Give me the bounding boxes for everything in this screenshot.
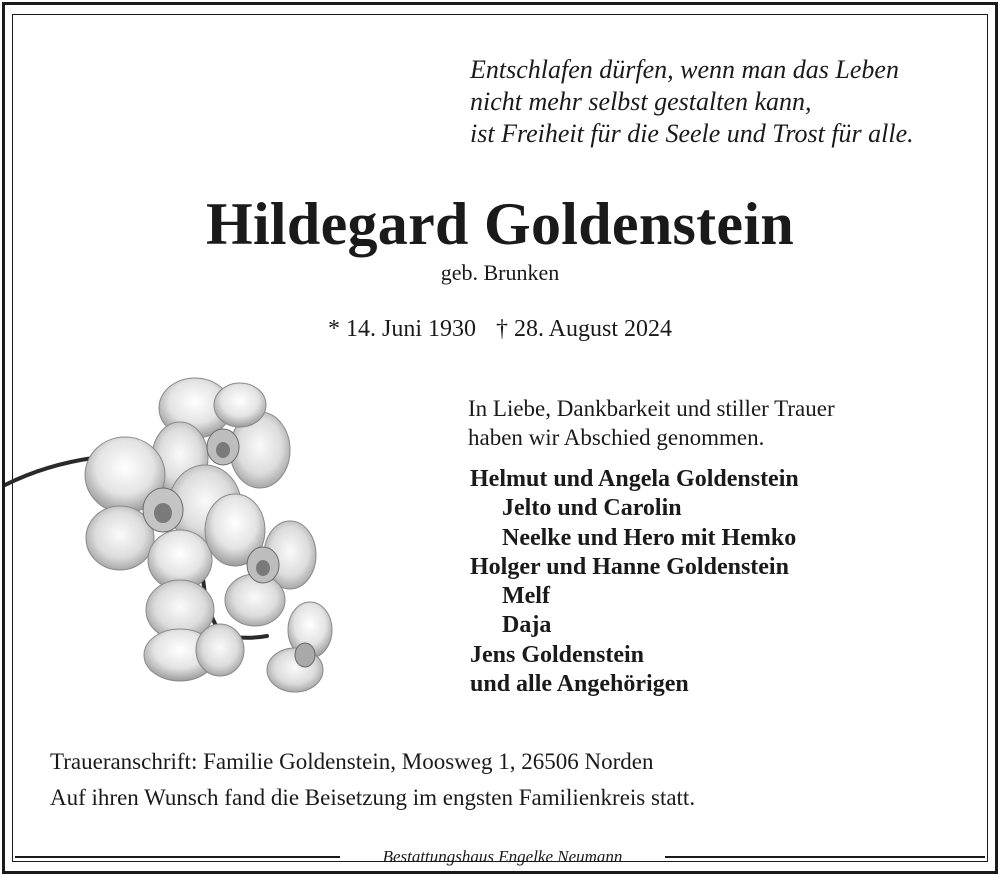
life-dates [0, 314, 1000, 344]
mourning-text [468, 394, 835, 452]
burial-note: Auf ihren Wunsch fand die Beisetzung im engsten Familienkreis statt. [50, 785, 696, 810]
family-member: und alle Angehörigen [470, 671, 689, 698]
footer-rule-right [665, 856, 985, 858]
birth-date: * 14. Juni 1930 [327, 316, 476, 342]
quote-line: Entschlafen dürfen, wenn man das Leben [470, 55, 899, 84]
family-member: Jelto und Carolin [502, 495, 682, 522]
mourning-line: In Liebe, Dankbarkeit und stiller Trauer [468, 396, 835, 421]
family-member: Melf [502, 583, 550, 610]
death-date: † 28. August 2024 [496, 316, 673, 342]
orchid-branch-image [5, 370, 345, 700]
quote-line: ist Freiheit für die Seele und Trost für alle. [470, 119, 914, 148]
family-list [470, 465, 799, 699]
funeral-home-name: Bestattungshaus Engelke Neumann [382, 847, 623, 866]
family-member: Holger und Hanne Goldenstein [470, 553, 789, 580]
family-member: Helmut und Angela Goldenstein [470, 466, 799, 492]
deceased-name: Hildegard Goldenstein [205, 191, 795, 257]
family-member: Neelke und Hero mit Hemko [502, 524, 797, 551]
birth-name: geb. Brunken [440, 260, 560, 285]
mourning-line: haben wir Abschied genommen. [468, 425, 765, 450]
family-member: Daja [502, 612, 552, 639]
quote-line: nicht mehr selbst gestalten kann, [470, 87, 812, 116]
memorial-quote [470, 54, 914, 150]
family-member: Jens Goldenstein [470, 641, 645, 668]
mourning-address: Traueranschrift: Familie Goldenstein, Moosweg 1, 26506 Norden [50, 749, 654, 774]
footer-rule-left [15, 856, 340, 858]
footer-text [50, 744, 695, 816]
